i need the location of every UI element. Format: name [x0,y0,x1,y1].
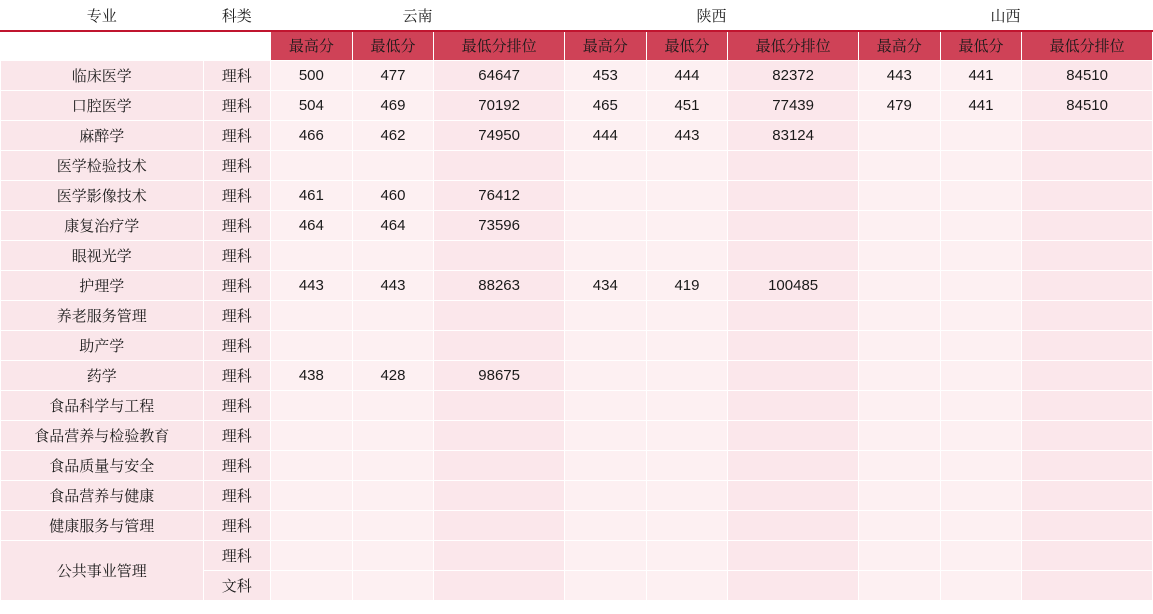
cell-value: 462 [352,121,434,151]
cell-value [434,571,565,601]
cell-value [940,511,1022,541]
cell-value: 466 [271,121,353,151]
cell-value: 504 [271,91,353,121]
cell-value [564,541,646,571]
header-shaanxi-rank: 最低分排位 [728,31,859,61]
table-row [1,511,1153,541]
cell-value [434,301,565,331]
header-shanxi-max: 最高分 [858,31,940,61]
cell-category: 理科 [203,391,271,421]
cell-value [1022,181,1153,211]
cell-value [1022,481,1153,511]
cell-value [646,181,728,211]
header-category: 科类 [203,1,271,31]
cell-value [646,451,728,481]
cell-value [646,241,728,271]
cell-value [352,241,434,271]
cell-value: 444 [646,61,728,91]
cell-value [352,421,434,451]
table-row [1,421,1153,451]
cell-value [940,391,1022,421]
cell-value [858,181,940,211]
cell-value: 419 [646,271,728,301]
cell-category: 文科 [203,571,271,601]
header-province-yunnan: 云南 [271,1,565,31]
cell-value [728,511,859,541]
cell-value [940,151,1022,181]
cell-value [646,301,728,331]
cell-major-name: 临床医学 [1,61,204,91]
cell-value: 465 [564,91,646,121]
cell-value [564,151,646,181]
table-row [1,331,1153,361]
cell-category: 理科 [203,181,271,211]
cell-category: 理科 [203,301,271,331]
cell-category: 理科 [203,511,271,541]
table-row [1,301,1153,331]
cell-value [352,541,434,571]
cell-value: 84510 [1022,91,1153,121]
cell-value [352,301,434,331]
table-row [1,61,1153,91]
cell-value: 451 [646,91,728,121]
cell-value: 460 [352,181,434,211]
cell-value: 443 [646,121,728,151]
cell-major-name: 养老服务管理 [1,301,204,331]
cell-major-name: 公共事业管理 [1,541,204,601]
cell-value: 83124 [728,121,859,151]
cell-value [564,391,646,421]
cell-value [1022,331,1153,361]
table-row [1,541,1153,571]
cell-value [1022,571,1153,601]
cell-value: 77439 [728,91,859,121]
cell-major-name: 医学检验技术 [1,151,204,181]
cell-value [940,121,1022,151]
cell-value [646,391,728,421]
cell-value [1022,511,1153,541]
cell-value [352,151,434,181]
cell-value [1022,241,1153,271]
cell-value [858,241,940,271]
table-row [1,211,1153,241]
cell-value [564,421,646,451]
cell-value [728,151,859,181]
cell-value: 76412 [434,181,565,211]
cell-category: 理科 [203,151,271,181]
header-spacer-major [1,31,204,61]
cell-major-name: 食品质量与安全 [1,451,204,481]
cell-major-name: 医学影像技术 [1,181,204,211]
cell-value [564,451,646,481]
cell-value [858,571,940,601]
cell-value [352,451,434,481]
cell-value: 443 [352,271,434,301]
cell-value: 461 [271,181,353,211]
cell-value [728,241,859,271]
cell-value [940,301,1022,331]
cell-value [728,541,859,571]
cell-major-name: 康复治疗学 [1,211,204,241]
cell-major-name: 眼视光学 [1,241,204,271]
cell-value [271,331,353,361]
cell-value [1022,361,1153,391]
cell-value [728,421,859,451]
table-row [1,181,1153,211]
cell-value [1022,301,1153,331]
cell-category: 理科 [203,421,271,451]
cell-value [858,301,940,331]
cell-value [858,451,940,481]
cell-category: 理科 [203,361,271,391]
cell-value: 453 [564,61,646,91]
cell-value [564,211,646,241]
cell-value: 438 [271,361,353,391]
header-spacer-category [203,31,271,61]
cell-value [728,571,859,601]
cell-value [352,391,434,421]
table-row [1,271,1153,301]
cell-value: 100485 [728,271,859,301]
header-yunnan-min: 最低分 [352,31,434,61]
cell-value [271,481,353,511]
header-shaanxi-min: 最低分 [646,31,728,61]
cell-category: 理科 [203,61,271,91]
cell-value: 469 [352,91,434,121]
cell-value [728,301,859,331]
cell-value [434,541,565,571]
cell-value: 73596 [434,211,565,241]
cell-value: 84510 [1022,61,1153,91]
cell-value [564,301,646,331]
cell-value [271,421,353,451]
cell-value [858,331,940,361]
cell-major-name: 药学 [1,361,204,391]
cell-category: 理科 [203,211,271,241]
cell-value [940,211,1022,241]
cell-major-name: 助产学 [1,331,204,361]
cell-value: 441 [940,91,1022,121]
cell-value: 441 [940,61,1022,91]
cell-major-name: 护理学 [1,271,204,301]
cell-value [858,541,940,571]
cell-value [271,571,353,601]
cell-value: 98675 [434,361,565,391]
cell-value [646,481,728,511]
cell-value [271,391,353,421]
table-row [1,91,1153,121]
cell-value [858,421,940,451]
cell-value [434,151,565,181]
header-major: 专业 [1,1,204,31]
cell-value [434,391,565,421]
cell-value [352,481,434,511]
cell-value: 443 [271,271,353,301]
cell-major-name: 口腔医学 [1,91,204,121]
cell-value [271,151,353,181]
cell-value: 428 [352,361,434,391]
cell-value [352,511,434,541]
cell-value [728,481,859,511]
cell-value: 64647 [434,61,565,91]
header-province-shaanxi: 陕西 [564,1,858,31]
header-shanxi-rank: 最低分排位 [1022,31,1153,61]
cell-value [858,391,940,421]
cell-value [940,421,1022,451]
cell-value [646,571,728,601]
cell-value [940,331,1022,361]
cell-value: 477 [352,61,434,91]
cell-value [1022,211,1153,241]
cell-category: 理科 [203,481,271,511]
cell-value [858,151,940,181]
table-row [1,151,1153,181]
table-row [1,451,1153,481]
cell-value [858,481,940,511]
cell-value [728,451,859,481]
cell-major-name: 食品营养与检验教育 [1,421,204,451]
header-yunnan-max: 最高分 [271,31,353,61]
cell-value [1022,391,1153,421]
cell-value [271,301,353,331]
cell-category: 理科 [203,271,271,301]
cell-value [858,511,940,541]
cell-value [646,361,728,391]
cell-value [1022,121,1153,151]
cell-category: 理科 [203,121,271,151]
cell-value [940,451,1022,481]
cell-value [858,361,940,391]
cell-value [940,241,1022,271]
cell-value [940,271,1022,301]
cell-value: 70192 [434,91,565,121]
header-province-shanxi: 山西 [858,1,1152,31]
cell-major-name: 健康服务与管理 [1,511,204,541]
cell-value [1022,451,1153,481]
cell-value [728,331,859,361]
cell-value [646,211,728,241]
cell-value [728,181,859,211]
cell-value [352,331,434,361]
cell-value [940,571,1022,601]
cell-value [564,241,646,271]
cell-value [728,391,859,421]
cell-value [940,181,1022,211]
cell-value [271,511,353,541]
cell-value: 74950 [434,121,565,151]
cell-value: 443 [858,61,940,91]
header-row-provinces [1,1,1153,31]
cell-value [564,511,646,541]
cell-category: 理科 [203,91,271,121]
cell-value: 88263 [434,271,565,301]
cell-value [271,541,353,571]
cell-value [646,541,728,571]
cell-value [564,331,646,361]
cell-value [434,421,565,451]
cell-value: 500 [271,61,353,91]
cell-value [564,481,646,511]
cell-value [728,361,859,391]
cell-value [940,541,1022,571]
cell-value [940,361,1022,391]
cell-value [564,361,646,391]
table-row [1,391,1153,421]
cell-value [1022,421,1153,451]
cell-value [858,271,940,301]
cell-value [858,211,940,241]
cell-value: 434 [564,271,646,301]
cell-value [434,481,565,511]
cell-value [434,241,565,271]
table-row [1,481,1153,511]
cell-value [646,511,728,541]
cell-value [646,331,728,361]
table-body [1,61,1153,601]
cell-value [434,511,565,541]
cell-value [271,451,353,481]
table-row [1,121,1153,151]
cell-value [1022,271,1153,301]
cell-value [646,151,728,181]
table-row [1,241,1153,271]
table-head [1,1,1153,61]
cell-value [434,451,565,481]
cell-value [646,421,728,451]
cell-value [1022,541,1153,571]
header-shaanxi-max: 最高分 [564,31,646,61]
cell-value [352,571,434,601]
cell-major-name: 麻醉学 [1,121,204,151]
cell-value: 479 [858,91,940,121]
cell-category: 理科 [203,241,271,271]
cell-value: 444 [564,121,646,151]
header-row-metrics [1,31,1153,61]
cell-value [564,571,646,601]
cell-value [564,181,646,211]
cell-value [858,121,940,151]
table-row [1,361,1153,391]
cell-value [434,331,565,361]
header-yunnan-rank: 最低分排位 [434,31,565,61]
cell-category: 理科 [203,451,271,481]
cell-value [940,481,1022,511]
cell-value [728,211,859,241]
cell-major-name: 食品营养与健康 [1,481,204,511]
cell-major-name: 食品科学与工程 [1,391,204,421]
cell-value: 464 [271,211,353,241]
cell-value [1022,151,1153,181]
header-shanxi-min: 最低分 [940,31,1022,61]
cell-value: 82372 [728,61,859,91]
cell-value [271,241,353,271]
cell-category: 理科 [203,331,271,361]
cell-category: 理科 [203,541,271,571]
cell-value: 464 [352,211,434,241]
